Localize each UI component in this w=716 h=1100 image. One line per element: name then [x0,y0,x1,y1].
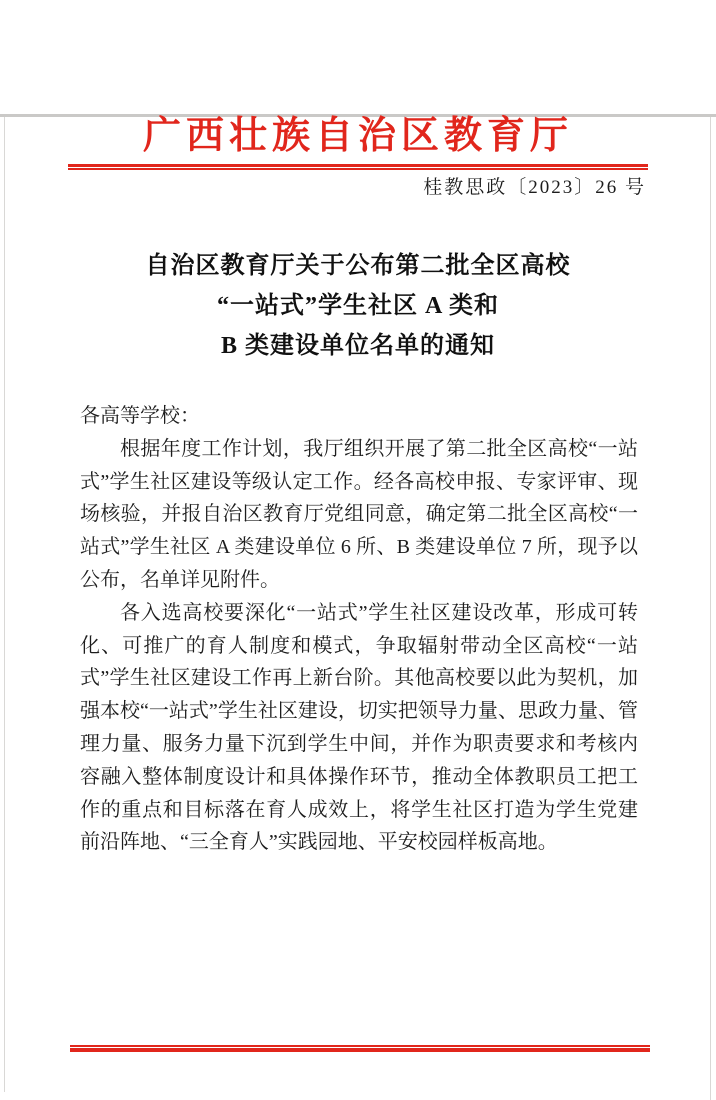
body-paragraph-2: 各入选高校要深化“一站式”学生社区建设改革，形成可转化、可推广的育人制度和模式，争取辐射带动全区高校“一站式”学生社区建设工作再上新台阶。其他高校要以此为契机，加强本校“一站式”学生社区建设，切实把领导力量、思政力量、管理力量、服务力量下沉到学生中间，并作为职责要求和考核内容融入整体制度设计和具体操作环节，推动全体教职员工把工作的重点和目标落在育人成效上，将学生社区打造为学生党建前沿阵地、“三全育人”实践园地、平安校园样板高地。 [80,601,638,854]
document-title-line-3: B 类建设单位名单的通知 [220,333,495,359]
document-number: 桂教思政〔2023〕26 号 [423,177,646,198]
document-title [68,246,648,366]
body-paragraph-1: 根据年度工作计划，我厅组织开展了第二批全区高校“一站式”学生社区建设等级认定工作。经各高校申报、专家评审、现场核验，并报自治区教育厅党组同意，确定第二批全区高校“一站式”学生社区 A 类建设单位 6 所、B 类建设单位 7 所，现予以公布，名单详见附件。 [80,437,638,591]
letterhead-org-name: 广西壮族自治区教育厅 [142,115,573,157]
page-edge-left [4,117,5,1092]
letterhead-red-separator [68,164,648,170]
document-content [68,114,648,859]
footer-red-separator [70,1045,650,1052]
document-page [0,114,716,1100]
salutation: 各高等学校： [80,405,200,427]
page-edge-right [710,117,711,1100]
separator-thin-line [68,168,648,170]
document-title-line-2: “一站式”学生社区 A 类和 [216,293,499,319]
footer-separator-thick-line [70,1048,650,1052]
document-title-line-1: 自治区教育厅关于公布第二批全区高校 [145,253,571,279]
document-body [68,400,648,859]
